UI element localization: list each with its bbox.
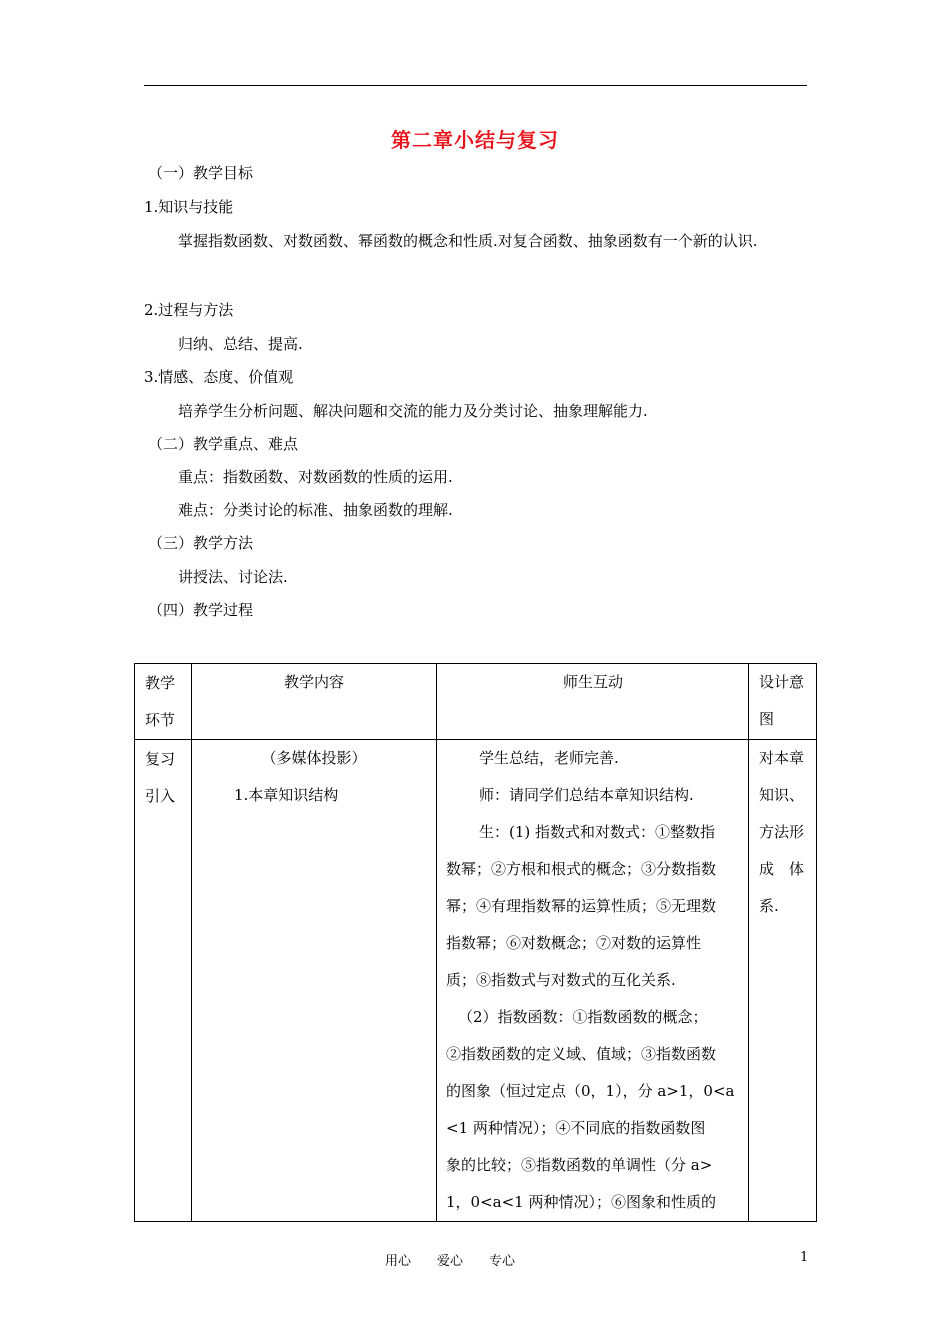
header-intent-line1: 设计意 bbox=[759, 673, 805, 691]
section-heading-1: （一）教学目标 bbox=[148, 164, 254, 182]
emotion-text: 培养学生分析问题、解决问题和交流的能力及分类讨论、抽象理解能力. bbox=[178, 402, 648, 420]
subheading-process: 2.过程与方法 bbox=[144, 301, 234, 319]
footer-motto: 用心 爱心 专心 bbox=[385, 1254, 516, 1269]
interaction-line: 数幂；②方根和根式的概念；③分数指数 bbox=[446, 860, 717, 878]
interaction-cell bbox=[437, 740, 749, 1222]
stage-line2: 引入 bbox=[145, 787, 176, 805]
table-header-row bbox=[135, 664, 817, 740]
stage-cell bbox=[135, 740, 192, 1222]
intent-line: 系. bbox=[759, 897, 779, 915]
content-knowledge-structure: 1.本章知识结构 bbox=[234, 786, 339, 804]
header-content: 教学内容 bbox=[192, 664, 437, 740]
interaction-line: 学生总结，老师完善. bbox=[479, 749, 619, 767]
interaction-line: ②指数函数的定义域、值域；③指数函数 bbox=[446, 1045, 717, 1063]
process-text: 归纳、总结、提高. bbox=[178, 335, 303, 353]
subheading-emotion: 3.情感、态度、价值观 bbox=[144, 368, 294, 386]
page-title: 第二章小结与复习 bbox=[391, 128, 559, 152]
section-heading-3: （三）教学方法 bbox=[148, 534, 254, 552]
header-intent-line2: 图 bbox=[759, 710, 775, 728]
subheading-knowledge: 1.知识与技能 bbox=[144, 198, 234, 216]
content-cell bbox=[192, 740, 437, 1222]
knowledge-text: 掌握指数函数、对数函数、幂函数的概念和性质.对复合函数、抽象函数有一个新的认识. bbox=[178, 232, 758, 250]
header-rule bbox=[144, 85, 807, 86]
intent-line: 成 体 bbox=[759, 860, 805, 878]
section-heading-4: （四）教学过程 bbox=[148, 601, 254, 619]
method-text: 讲授法、讨论法. bbox=[178, 568, 288, 586]
intent-line: 对本章 bbox=[759, 749, 805, 767]
interaction-line: 质；⑧指数式与对数式的互化关系. bbox=[446, 971, 676, 989]
header-stage-line2: 环节 bbox=[145, 711, 176, 729]
difficulty-text: 难点：分类讨论的标准、抽象函数的理解. bbox=[178, 501, 453, 519]
interaction-line: 象的比较；⑤指数函数的单调性（分 a> bbox=[446, 1156, 713, 1174]
content-multimedia: （多媒体投影） bbox=[261, 749, 367, 767]
intent-line: 方法形 bbox=[759, 823, 805, 841]
interaction-line: 1，0<a<1 两种情况）；⑥图象和性质的 bbox=[446, 1193, 716, 1211]
interaction-line: <1 两种情况）；④不同底的指数函数图 bbox=[446, 1119, 706, 1137]
interaction-line: 生：(1) 指数式和对数式：①整数指 bbox=[479, 823, 716, 841]
intent-line: 知识、 bbox=[759, 786, 805, 804]
page-footer bbox=[0, 1250, 950, 1270]
table-row bbox=[135, 740, 817, 1222]
interaction-line: （2）指数函数：①指数函数的概念； bbox=[458, 1008, 708, 1026]
header-stage bbox=[135, 664, 192, 740]
header-stage-line1: 教学 bbox=[145, 674, 176, 692]
interaction-line: 幂；④有理指数幂的运算性质；⑤无理数 bbox=[446, 897, 717, 915]
stage-line1: 复习 bbox=[145, 750, 176, 768]
section-heading-2: （二）教学重点、难点 bbox=[148, 435, 299, 453]
header-interaction: 师生互动 bbox=[437, 664, 749, 740]
intent-cell bbox=[749, 740, 817, 1222]
lesson-plan-table bbox=[134, 663, 817, 1222]
key-point-text: 重点：指数函数、对数函数的性质的运用. bbox=[178, 468, 453, 486]
interaction-line: 师：请同学们总结本章知识结构. bbox=[479, 786, 694, 804]
interaction-line: 的图象（恒过定点（0，1），分 a>1，0<a bbox=[446, 1082, 735, 1100]
header-intent bbox=[749, 664, 817, 740]
page-number: 1 bbox=[800, 1250, 809, 1265]
interaction-line: 指数幂；⑥对数概念；⑦对数的运算性 bbox=[446, 934, 702, 952]
